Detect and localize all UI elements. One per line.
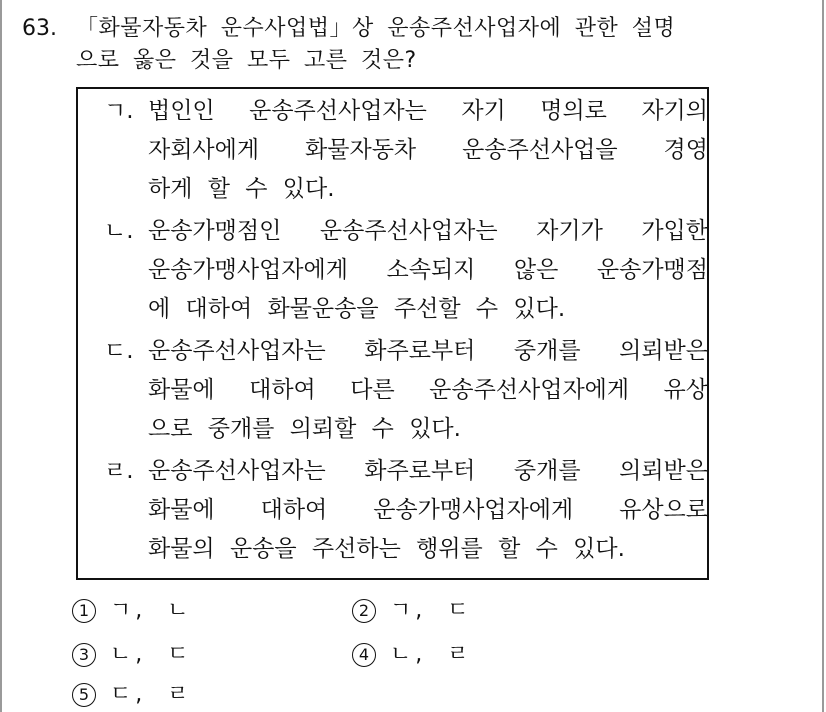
option-text: ㄱ, ㄴ [110, 598, 193, 623]
answer-option-2[interactable] [352, 596, 473, 626]
question-stem-line-1: 「화물자동차 운수사업법」상 운송주선사업자에 관한 설명 [76, 16, 676, 41]
statement-marker: ㄱ. [104, 98, 134, 124]
statements-box [76, 87, 709, 580]
option-number-circle: 3 [72, 643, 96, 667]
statement-marker: ㄹ. [104, 458, 134, 484]
option-text: ㄴ, ㄷ [110, 642, 193, 667]
statement-line: 으로 중개를 의뢰할 수 있다. [148, 416, 461, 442]
option-text: ㄴ, ㄹ [390, 642, 473, 667]
question-number: 63. [22, 16, 57, 41]
option-number-circle: 4 [352, 643, 376, 667]
statement-line: 에 대하여 화물운송을 주선할 수 있다. [148, 296, 566, 322]
answer-option-3[interactable] [72, 640, 193, 670]
statement-line: 운송주선사업자는 화주로부터 중개를 의뢰받은 [148, 338, 708, 364]
statement-line: 화물에 대하여 다른 운송주선사업자에게 유상 [148, 377, 708, 403]
statement-line: 운송가맹사업자에게 소속되지 않은 운송가맹점 [148, 257, 708, 283]
answer-option-1[interactable] [72, 596, 193, 626]
statement-line: 운송주선사업자는 화주로부터 중개를 의뢰받은 [148, 458, 708, 484]
statement-line: 하게 할 수 있다. [148, 176, 335, 202]
question-stem-line-2: 으로 옳은 것을 모두 고른 것은? [76, 48, 417, 73]
option-number-circle: 2 [352, 599, 376, 623]
statement-line: 화물의 운송을 주선하는 행위를 할 수 있다. [148, 536, 625, 562]
answer-option-4[interactable] [352, 640, 473, 670]
option-text: ㄷ, ㄹ [110, 682, 193, 707]
option-number-circle: 1 [72, 599, 96, 623]
option-text: ㄱ, ㄷ [390, 598, 473, 623]
statement-marker: ㄷ. [104, 338, 134, 364]
statement-marker: ㄴ. [104, 218, 134, 244]
statement-line: 자회사에게 화물자동차 운송주선사업을 경영 [148, 137, 708, 163]
option-number-circle: 5 [72, 683, 96, 707]
statement-line: 화물에 대하여 운송가맹사업자에게 유상으로 [148, 497, 708, 523]
statement-line: 운송가맹점인 운송주선사업자는 자기가 가입한 [148, 218, 708, 244]
statement-line: 법인인 운송주선사업자는 자기 명의로 자기의 [148, 98, 708, 124]
answer-option-5[interactable] [72, 680, 193, 710]
